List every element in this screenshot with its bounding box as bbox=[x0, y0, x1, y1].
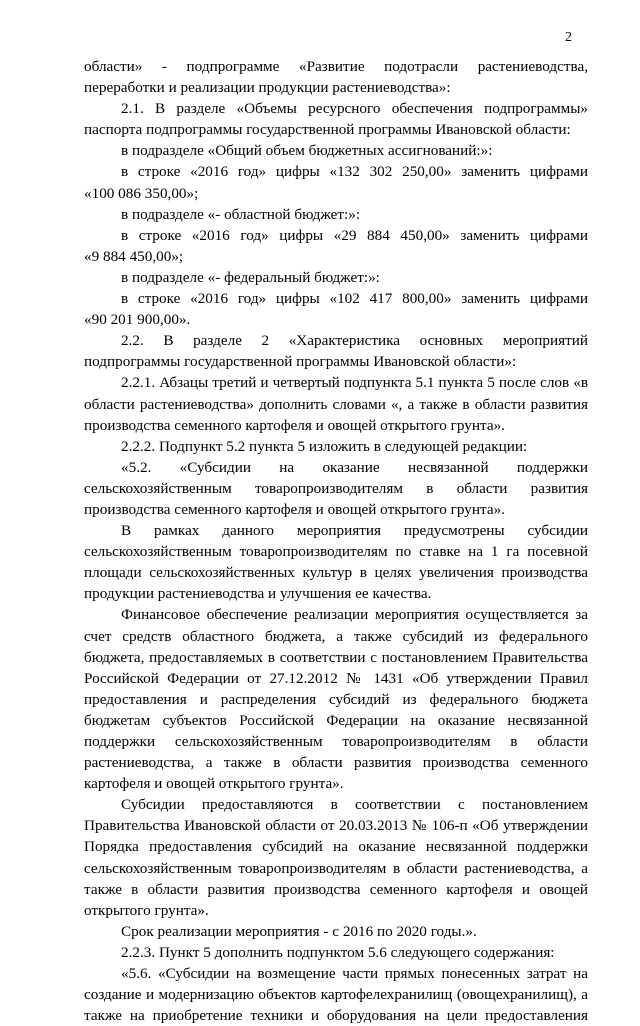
document-body bbox=[84, 56, 588, 1026]
text-line: Срок реализации мероприятия - с 2016 по 2020 годы.». bbox=[121, 922, 477, 940]
text-line: картофеля и овощей открытого грунта». bbox=[84, 775, 344, 793]
text-line: 2.2.2. Подпункт 5.2 пункта 5 изложить в следующей редакции: bbox=[121, 437, 528, 455]
text-line: в строке «2016 год» цифры «132 302 250,00» заменить цифрами bbox=[121, 163, 588, 181]
text-line: бюджетам субъектов Российской Федерации на оказание несвязанной bbox=[84, 711, 588, 729]
text-line: счет средств областного бюджета, а также субсидий из федерального bbox=[84, 627, 588, 645]
text-line: паспорта подпрограммы государственной программы Ивановской области: bbox=[84, 121, 571, 139]
text-line: в подразделе «- областной бюджет:»: bbox=[121, 205, 361, 223]
text-line: подпрограммы государственной программы Ивановской области»: bbox=[84, 353, 517, 371]
text-line: бюджета, предоставляемых в соответствии с постановлением Правительства bbox=[84, 648, 588, 666]
text-line: 2.2. В разделе 2 «Характеристика основных мероприятий bbox=[121, 332, 588, 350]
text-line: сельскохозяйственным товаропроизводителям по ставке на 1 га посевной bbox=[84, 543, 588, 561]
text-line: 2.2.3. Пункт 5 дополнить подпунктом 5.6 следующего содержания: bbox=[121, 943, 555, 961]
text-line: Финансовое обеспечение реализации мероприятия осуществляется за bbox=[121, 606, 588, 624]
text-line: также на приобретение техники и оборудования на цели предоставления bbox=[84, 1007, 588, 1025]
text-line: поддержки сельскохозяйственным товаропроизводителям в области bbox=[84, 733, 588, 750]
text-line: также в области развития производства семенного картофеля и овощей bbox=[84, 880, 588, 898]
text-line: сельскохозяйственным товаропроизводителям в области растениеводства, а bbox=[84, 859, 588, 877]
text-line: переработки и реализации продукции растениеводства»: bbox=[84, 79, 451, 97]
text-line: Правительства Ивановской области от 20.03.2013 № 106-п «Об утверждении bbox=[84, 817, 588, 835]
text-line: «100 086 350,00»; bbox=[84, 184, 199, 202]
text-line: «5.2. «Субсидии на оказание несвязанной поддержки bbox=[121, 458, 588, 476]
text-line: растениеводства, а также в области развития производства семенного bbox=[84, 754, 588, 772]
text-line: «9 884 450,00»; bbox=[84, 247, 184, 265]
text-line: открытого грунта». bbox=[84, 901, 209, 919]
text-line: производства семенного картофеля и овощей открытого грунта». bbox=[84, 416, 505, 434]
text-line: области растениеводства» дополнить словами «, а также в области развития bbox=[84, 395, 588, 413]
text-line: области» - подпрограмме «Развитие подотрасли растениеводства, bbox=[84, 58, 588, 75]
text-line: производства семенного картофеля и овощей открытого грунта». bbox=[84, 500, 505, 518]
text-line: в строке «2016 год» цифры «102 417 800,00» заменить цифрами bbox=[121, 290, 588, 308]
text-line: Порядка предоставления субсидий на оказание несвязанной поддержки bbox=[84, 838, 588, 856]
text-line: в строке «2016 год» цифры «29 884 450,00» заменить цифрами bbox=[121, 226, 588, 244]
text-line: 2.2.1. Абзацы третий и четвертый подпункта 5.1 пункта 5 после слов «в bbox=[121, 374, 588, 392]
text-line: «5.6. «Субсидии на возмещение части прямых понесенных затрат на bbox=[121, 965, 588, 983]
text-line: 2.1. В разделе «Объемы ресурсного обеспечения подпрограммы» bbox=[121, 100, 588, 118]
text-line: в подразделе «Общий объем бюджетных ассигнований:»: bbox=[121, 142, 493, 160]
text-line: площади сельскохозяйственных культур в целях увеличения производства bbox=[84, 564, 588, 582]
text-line: Субсидии предоставляются в соответствии с постановлением bbox=[121, 796, 588, 814]
text-line: в подразделе «- федеральный бюджет:»: bbox=[121, 268, 380, 286]
text-line: создание и модернизацию объектов картофелехранилищ (овощехранилищ), а bbox=[84, 986, 588, 1004]
text-line: В рамках данного мероприятия предусмотрены субсидии bbox=[121, 522, 588, 540]
text-line: предоставления и распределения субсидий из федерального бюджета bbox=[84, 690, 588, 708]
text-line: Российской Федерации от 27.12.2012 № 1431 «Об утверждении Правил bbox=[84, 669, 588, 687]
text-line: «90 201 900,00». bbox=[84, 311, 191, 329]
page-number: 2 bbox=[565, 30, 572, 45]
text-line: сельскохозяйственным товаропроизводителям в области развития bbox=[84, 479, 588, 497]
text-line: продукции растениеводства и улучшения ее качества. bbox=[84, 585, 432, 603]
